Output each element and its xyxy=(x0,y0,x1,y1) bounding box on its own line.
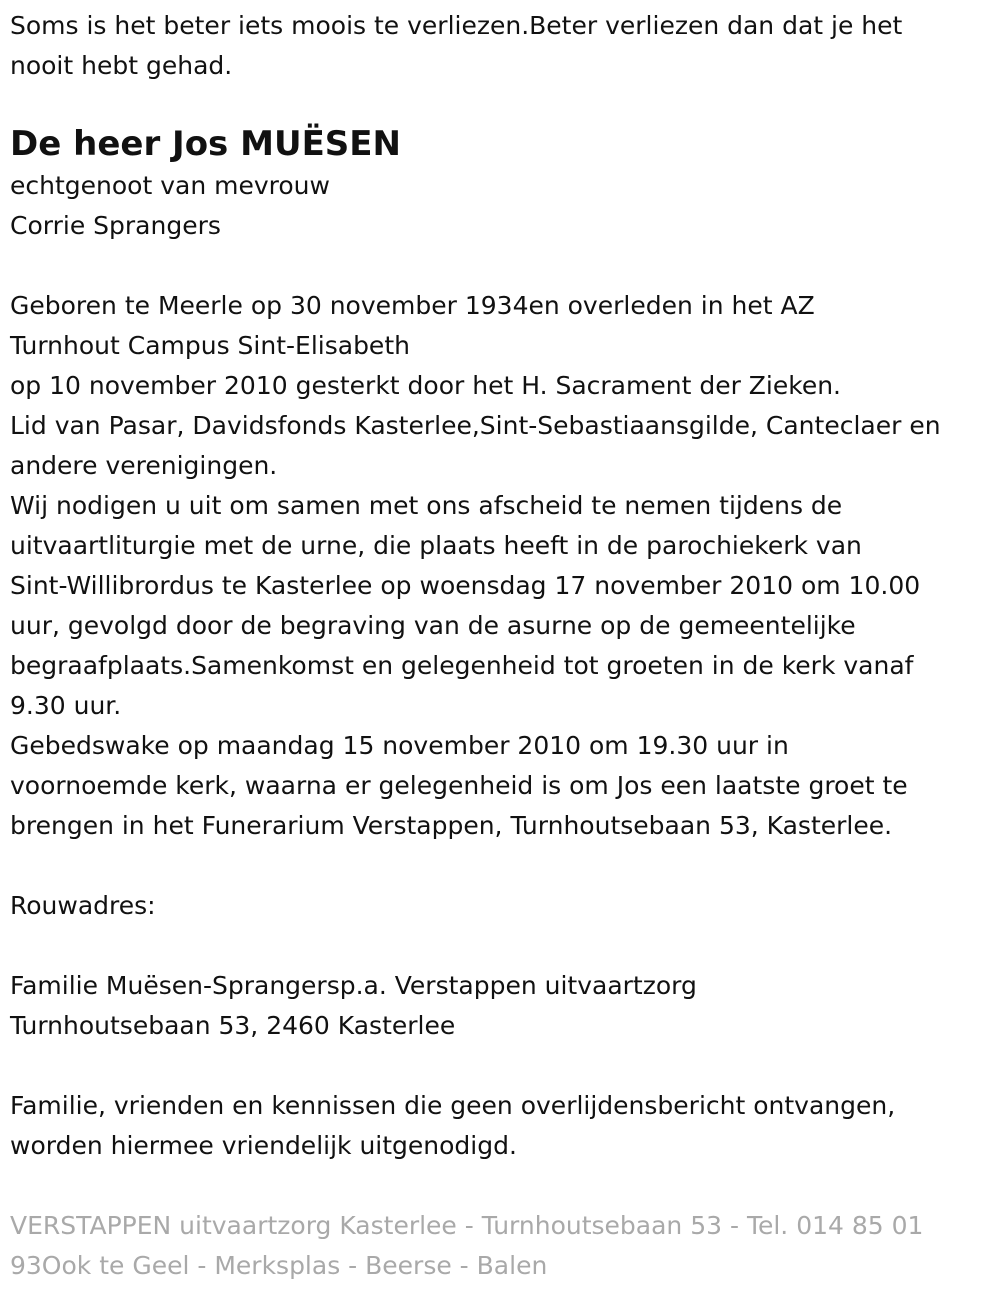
body-line: Lid van Pasar, Davidsfonds Kasterlee,Sint-Sebastiaansgilde, Canteclaer en xyxy=(10,411,941,440)
intro-line: Soms is het beter iets moois te verliezen.Beter verliezen dan dat je het xyxy=(10,11,903,40)
spouse-line: Corrie Sprangers xyxy=(10,211,221,240)
undertaker-footer xyxy=(10,1206,990,1286)
body-line: brengen in het Funerarium Verstappen, Turnhoutsebaan 53, Kasterlee. xyxy=(10,811,893,840)
spouse-line: echtgenoot van mevrouw xyxy=(10,171,330,200)
spacer xyxy=(10,1166,990,1206)
body-line: uitvaartliturgie met de urne, die plaats heeft in de parochiekerk van xyxy=(10,531,862,560)
spacer xyxy=(10,926,990,966)
deceased-name: De heer Jos MUËSEN xyxy=(10,124,401,164)
address-line: Turnhoutsebaan 53, 2460 Kasterlee xyxy=(10,1011,456,1040)
body-line: Gebedswake op maandag 15 november 2010 om 19.30 uur in xyxy=(10,731,789,760)
mourning-address xyxy=(10,966,990,1046)
address-label: Rouwadres: xyxy=(10,891,156,920)
obituary-body xyxy=(10,286,990,846)
body-line: begraafplaats.Samenkomst en gelegenheid tot groeten in de kerk vanaf xyxy=(10,651,914,680)
invitation-line: worden hiermee vriendelijk uitgenodigd. xyxy=(10,1131,517,1160)
invitation-line: Familie, vrienden en kennissen die geen overlijdensbericht ontvangen, xyxy=(10,1091,896,1120)
footer-line: VERSTAPPEN uitvaartzorg Kasterlee - Turnhoutsebaan 53 - Tel. 014 85 01 xyxy=(10,1211,924,1240)
address-line: Familie Muësen-Sprangersp.a. Verstappen uitvaartzorg xyxy=(10,971,697,1000)
spacer xyxy=(10,846,990,886)
body-line: uur, gevolgd door de begraving van de asurne op de gemeentelijke xyxy=(10,611,856,640)
body-line: Wij nodigen u uit om samen met ons afscheid te nemen tijdens de xyxy=(10,491,843,520)
footer-line: 93Ook te Geel - Merksplas - Beerse - Balen xyxy=(10,1251,548,1280)
body-line: op 10 november 2010 gesterkt door het H. Sacrament der Zieken. xyxy=(10,371,842,400)
intro-quote xyxy=(10,6,990,86)
intro-line: nooit hebt gehad. xyxy=(10,51,233,80)
body-line: 9.30 uur. xyxy=(10,691,122,720)
body-line: Sint-Willibrordus te Kasterlee op woensdag 17 november 2010 om 10.00 xyxy=(10,571,921,600)
spacer xyxy=(10,246,990,286)
body-line: Turnhout Campus Sint-Elisabeth xyxy=(10,331,410,360)
spouse-info xyxy=(10,166,990,246)
body-line: Geboren te Meerle op 30 november 1934en overleden in het AZ xyxy=(10,291,815,320)
spacer xyxy=(10,1046,990,1086)
invitation-note xyxy=(10,1086,990,1166)
body-line: voornoemde kerk, waarna er gelegenheid is om Jos een laatste groet te xyxy=(10,771,908,800)
body-line: andere verenigingen. xyxy=(10,451,278,480)
